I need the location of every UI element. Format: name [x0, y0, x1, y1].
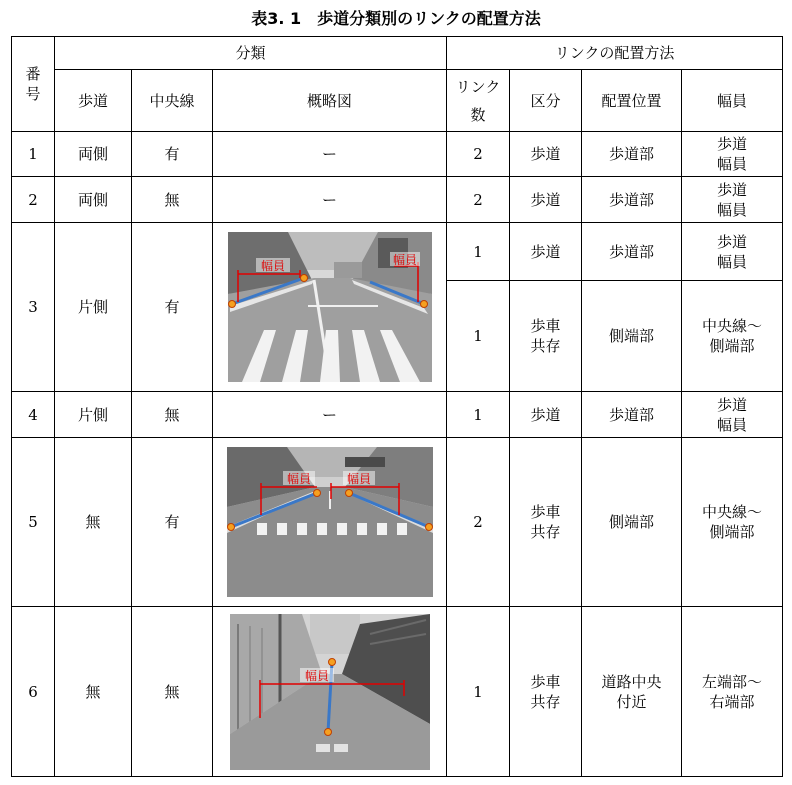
table-row — [12, 438, 783, 607]
row-section: 歩車 共存 — [510, 438, 582, 607]
row-no: 4 — [12, 392, 55, 438]
row-width: 歩道 幅員 — [682, 223, 783, 281]
row-link-count: 1 — [447, 607, 510, 777]
diagram-label: 幅員 — [260, 259, 285, 273]
diagram-label: 幅員 — [346, 472, 371, 486]
header-centerline: 中央線 — [132, 70, 213, 132]
header-position: 配置位置 — [582, 70, 682, 132]
row-position: 道路中央 付近 — [582, 607, 682, 777]
table-row — [12, 392, 783, 438]
row-no: 1 — [12, 132, 55, 177]
row-link-count: 2 — [447, 132, 510, 177]
street-photo-no-sidewalk-centerline — [227, 447, 433, 597]
row-position: 側端部 — [582, 438, 682, 607]
row-section: 歩道 — [510, 392, 582, 438]
row-width: 歩道 幅員 — [682, 392, 783, 438]
header-link-method: リンクの配置方法 — [447, 37, 783, 70]
diagram-label: 幅員 — [304, 668, 329, 683]
header-section: 区分 — [510, 70, 582, 132]
row-no: 6 — [12, 607, 55, 777]
row-link-count: 1 — [447, 392, 510, 438]
row-section: 歩車 共存 — [510, 281, 582, 392]
header-row-1 — [12, 37, 783, 70]
row-width: 左端部～ 右端部 — [682, 607, 783, 777]
link-placement-table — [11, 36, 783, 777]
row-section: 歩道 — [510, 177, 582, 223]
table-caption: 表3. 1 歩道分類別のリンクの配置方法 — [251, 9, 541, 28]
row-width: 中央線～ 側端部 — [682, 438, 783, 607]
header-width: 幅員 — [682, 70, 783, 132]
row-link-count: 2 — [447, 438, 510, 607]
header-row-2 — [12, 70, 783, 132]
row-position: 歩道部 — [582, 177, 682, 223]
row-diagram: ー — [213, 177, 447, 223]
table-row — [12, 177, 783, 223]
row-sidewalk: 両側 — [55, 132, 132, 177]
header-sidewalk: 歩道 — [55, 70, 132, 132]
row-sidewalk: 無 — [55, 607, 132, 777]
row-diagram — [213, 438, 447, 607]
row-centerline: 有 — [132, 132, 213, 177]
row-centerline: 無 — [132, 607, 213, 777]
row-link-count: 1 — [447, 281, 510, 392]
table-row — [12, 223, 783, 281]
row-position: 歩道部 — [582, 223, 682, 281]
row-width: 歩道 幅員 — [682, 132, 783, 177]
row-diagram — [213, 607, 447, 777]
row-width: 中央線～ 側端部 — [682, 281, 783, 392]
row-diagram — [213, 223, 447, 392]
row-section: 歩道 — [510, 132, 582, 177]
row-sidewalk: 片側 — [55, 392, 132, 438]
row-centerline: 有 — [132, 223, 213, 392]
header-no: 番 号 — [12, 37, 55, 132]
street-photo-one-side-centerline — [228, 232, 432, 382]
header-classification: 分類 — [55, 37, 447, 70]
header-link-count: リンク 数 — [447, 70, 510, 132]
row-width: 歩道 幅員 — [682, 177, 783, 223]
row-section: 歩道 — [510, 223, 582, 281]
row-no: 5 — [12, 438, 55, 607]
table-row — [12, 132, 783, 177]
row-centerline: 無 — [132, 392, 213, 438]
diagram-label: 幅員 — [286, 472, 311, 486]
street-photo-no-sidewalk-no-centerline — [230, 614, 430, 770]
row-position: 歩道部 — [582, 132, 682, 177]
row-diagram: ー — [213, 132, 447, 177]
row-sidewalk: 無 — [55, 438, 132, 607]
row-link-count: 2 — [447, 177, 510, 223]
table-row — [12, 607, 783, 777]
diagram-label: 幅員 — [392, 253, 417, 267]
row-link-count: 1 — [447, 223, 510, 281]
row-centerline: 無 — [132, 177, 213, 223]
row-position: 歩道部 — [582, 392, 682, 438]
row-section: 歩車 共存 — [510, 607, 582, 777]
header-diagram: 概略図 — [213, 70, 447, 132]
row-centerline: 有 — [132, 438, 213, 607]
row-position: 側端部 — [582, 281, 682, 392]
row-no: 3 — [12, 223, 55, 392]
row-no: 2 — [12, 177, 55, 223]
row-sidewalk: 片側 — [55, 223, 132, 392]
row-diagram: ー — [213, 392, 447, 438]
row-sidewalk: 両側 — [55, 177, 132, 223]
